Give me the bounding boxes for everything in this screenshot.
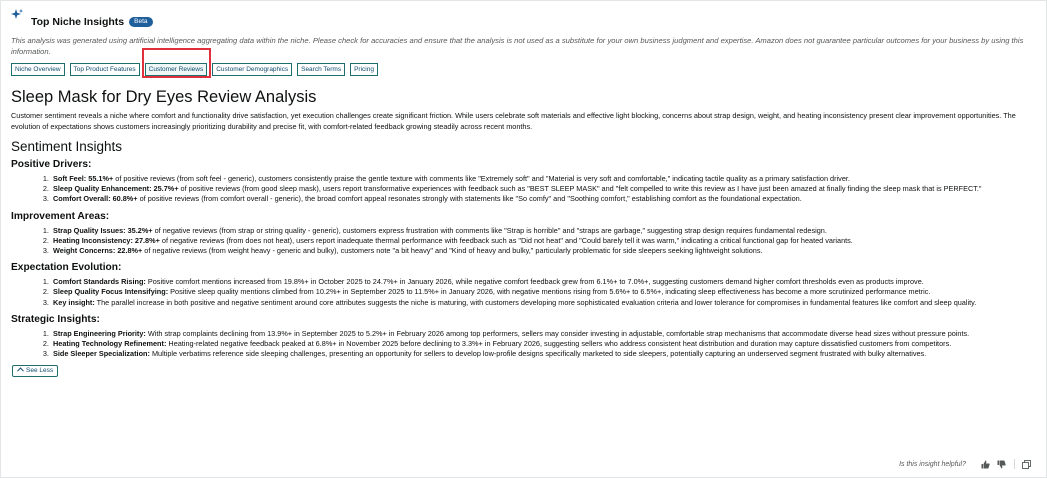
insight-tabs [11,63,1036,76]
strategic-insights-section [11,313,1036,360]
list-item: 3. Comfort Overall: 60.8%+ of positive reviews (from comfort overall - generic), the broad comfort appeal resonates strongly with statements like "So comfy" and "Soothing comfort," establishing comfort as the foundational expectation. [51,194,1036,204]
section-heading: Expectation Evolution: [11,262,122,274]
sentiment-heading: Sentiment Insights [11,139,123,154]
list-item: 1. Comfort Standards Rising: Positive comfort mentions increased from 19.8%+ in October 2025 to 24.7%+ in January 2026, while negative comfort feedback grew from 6.1%+ to 7.0%+, suggesting customers demand higher comfort thresholds even as products improve. [51,277,1036,287]
section-heading: Positive Drivers: [11,159,92,170]
list-item: 2. Sleep Quality Focus Intensifying: Positive sleep quality mentions climbed from 10.2%+ in September 2025 to 11.5%+ in January 2026, with negative mentions rising from 5.6%+ to 6.5%+, indicating sleep effectiveness has become a more scrutinized performance metric. [51,287,1036,297]
analysis-summary: Customer sentiment reveals a niche where comfort and functionality drive satisfaction, yet execution challenges create significant friction. While users celebrate soft materials and effective light blocking, concerns about strap design, weight, and heating inconsistency present clear improvement opportunities. The evolution of expectations shows customers increasingly prioritizing durability and precise fit, with comfort-related feedback growing steadily across recent months. [11,111,1016,131]
feedback-question: Is this insight helpful? [899,460,966,468]
list-item: 2. Sleep Quality Enhancement: 25.7%+ of positive reviews (from good sleep mask), users report transformative experiences with feedback such as "BEST SLEEP MASK" and "felt compelled to write this review as I have just been amazed at finally finding the sleep mask that is PERFECT." [51,184,1036,194]
section-heading: Strategic Insights: [11,313,100,325]
insights-title: Top Niche Insights [31,16,125,28]
tab-customer-demographics[interactable]: Customer Demographics [212,63,292,76]
tab-top-product-features[interactable]: Top Product Features [70,63,140,76]
thumbs-up-icon[interactable] [981,460,990,469]
list-item: 3. Weight Concerns: 22.8%+ of negative reviews (from weight heavy - generic and bulky), customers note "a bit heavy" and "Kind of heavy and bulky," particularly problematic for side sleepers seeking lightweight solutions. [51,246,1036,256]
list-item: 2. Heating Inconsistency: 27.8%+ of negative reviews (from does not heat), users report inadequate thermal performance with feedback such as "Did not heat" and "Could barely tell it was warm," indicating a critical functional gap for heated variants. [51,236,1036,246]
chevron-up-icon [17,367,24,374]
section-heading: Improvement Areas: [11,210,110,222]
list-item: 3. Side Sleeper Specialization: Multiple verbatims reference side sleeping challenges, presenting an opportunity for sellers to develop low-profile designs specifically marketed to side sleepers, potentially capturing an underserved segment frustrated with bulky alternatives. [51,349,1036,359]
tab-pricing[interactable]: Pricing [350,63,378,76]
beta-badge: Beta [129,17,152,27]
see-less-button[interactable] [12,365,58,377]
improvement-areas-section [11,210,1036,257]
tab-search-terms[interactable]: Search Terms [297,63,345,76]
sparkle-icon [11,9,25,23]
tab-niche-overview[interactable]: Niche Overview [11,63,65,76]
expectation-evolution-section [11,261,1036,308]
feedback-bar [899,458,1031,470]
list-item: 3. Key insight: The parallel increase in both positive and negative sentiment around core attributes suggests the niche is maturing, with customers developing more sophisticated evaluation criteria and lower tolerance for compromises in fundamental features like comfort and sleep quality. [51,298,1036,308]
list-item: 2. Heating Technology Refinement: Heating-related negative feedback peaked at 6.8%+ in November 2025 before declining to 3.3%+ in February 2026, suggesting sellers who address consistent heat distribution and duration may capture dissatisfied customers from competitors. [51,339,1036,349]
see-less-label: See Less [26,367,54,375]
ai-disclaimer: This analysis was generated using artificial intelligence aggregating data within the niche. Please check for accuracies and ensure that the analysis is not used as a substitute for your own business judgment and expertise. Amazon does not guarantee particular outcomes for your business by using this information. [11,36,1024,56]
page-title: Sleep Mask for Dry Eyes Review Analysis [11,88,317,106]
tab-customer-reviews[interactable]: Customer Reviews [145,63,208,76]
list-item: 1. Soft Feel: 55.1%+ of positive reviews (from soft feel - generic), customers consistently praise the gentle texture with comments like "Extremely soft" and "Material is very soft and comfortable," indicating tactile quality as a primary satisfaction driver. [51,174,1036,184]
insights-header [11,11,1036,29]
copy-icon[interactable] [1022,460,1031,469]
positive-drivers-section [11,158,1036,205]
list-item: 1. Strap Quality Issues: 35.2%+ of negative reviews (from strap or string quality - generic), customers express frustration with comments like "Strap is horrible" and "straps are garbage," suggesting strap design requires fundamental redesign. [51,226,1036,236]
thumbs-down-icon[interactable] [997,460,1006,469]
list-item: 1. Strap Engineering Priority: With strap complaints declining from 13.9%+ in September 2025 to 5.2%+ in February 2026 among top performers, sellers may consider investing in adjustable, comfortable strap mechanisms that accommodate diverse head sizes without pressure points. [51,329,1036,339]
feedback-divider [1014,459,1015,469]
